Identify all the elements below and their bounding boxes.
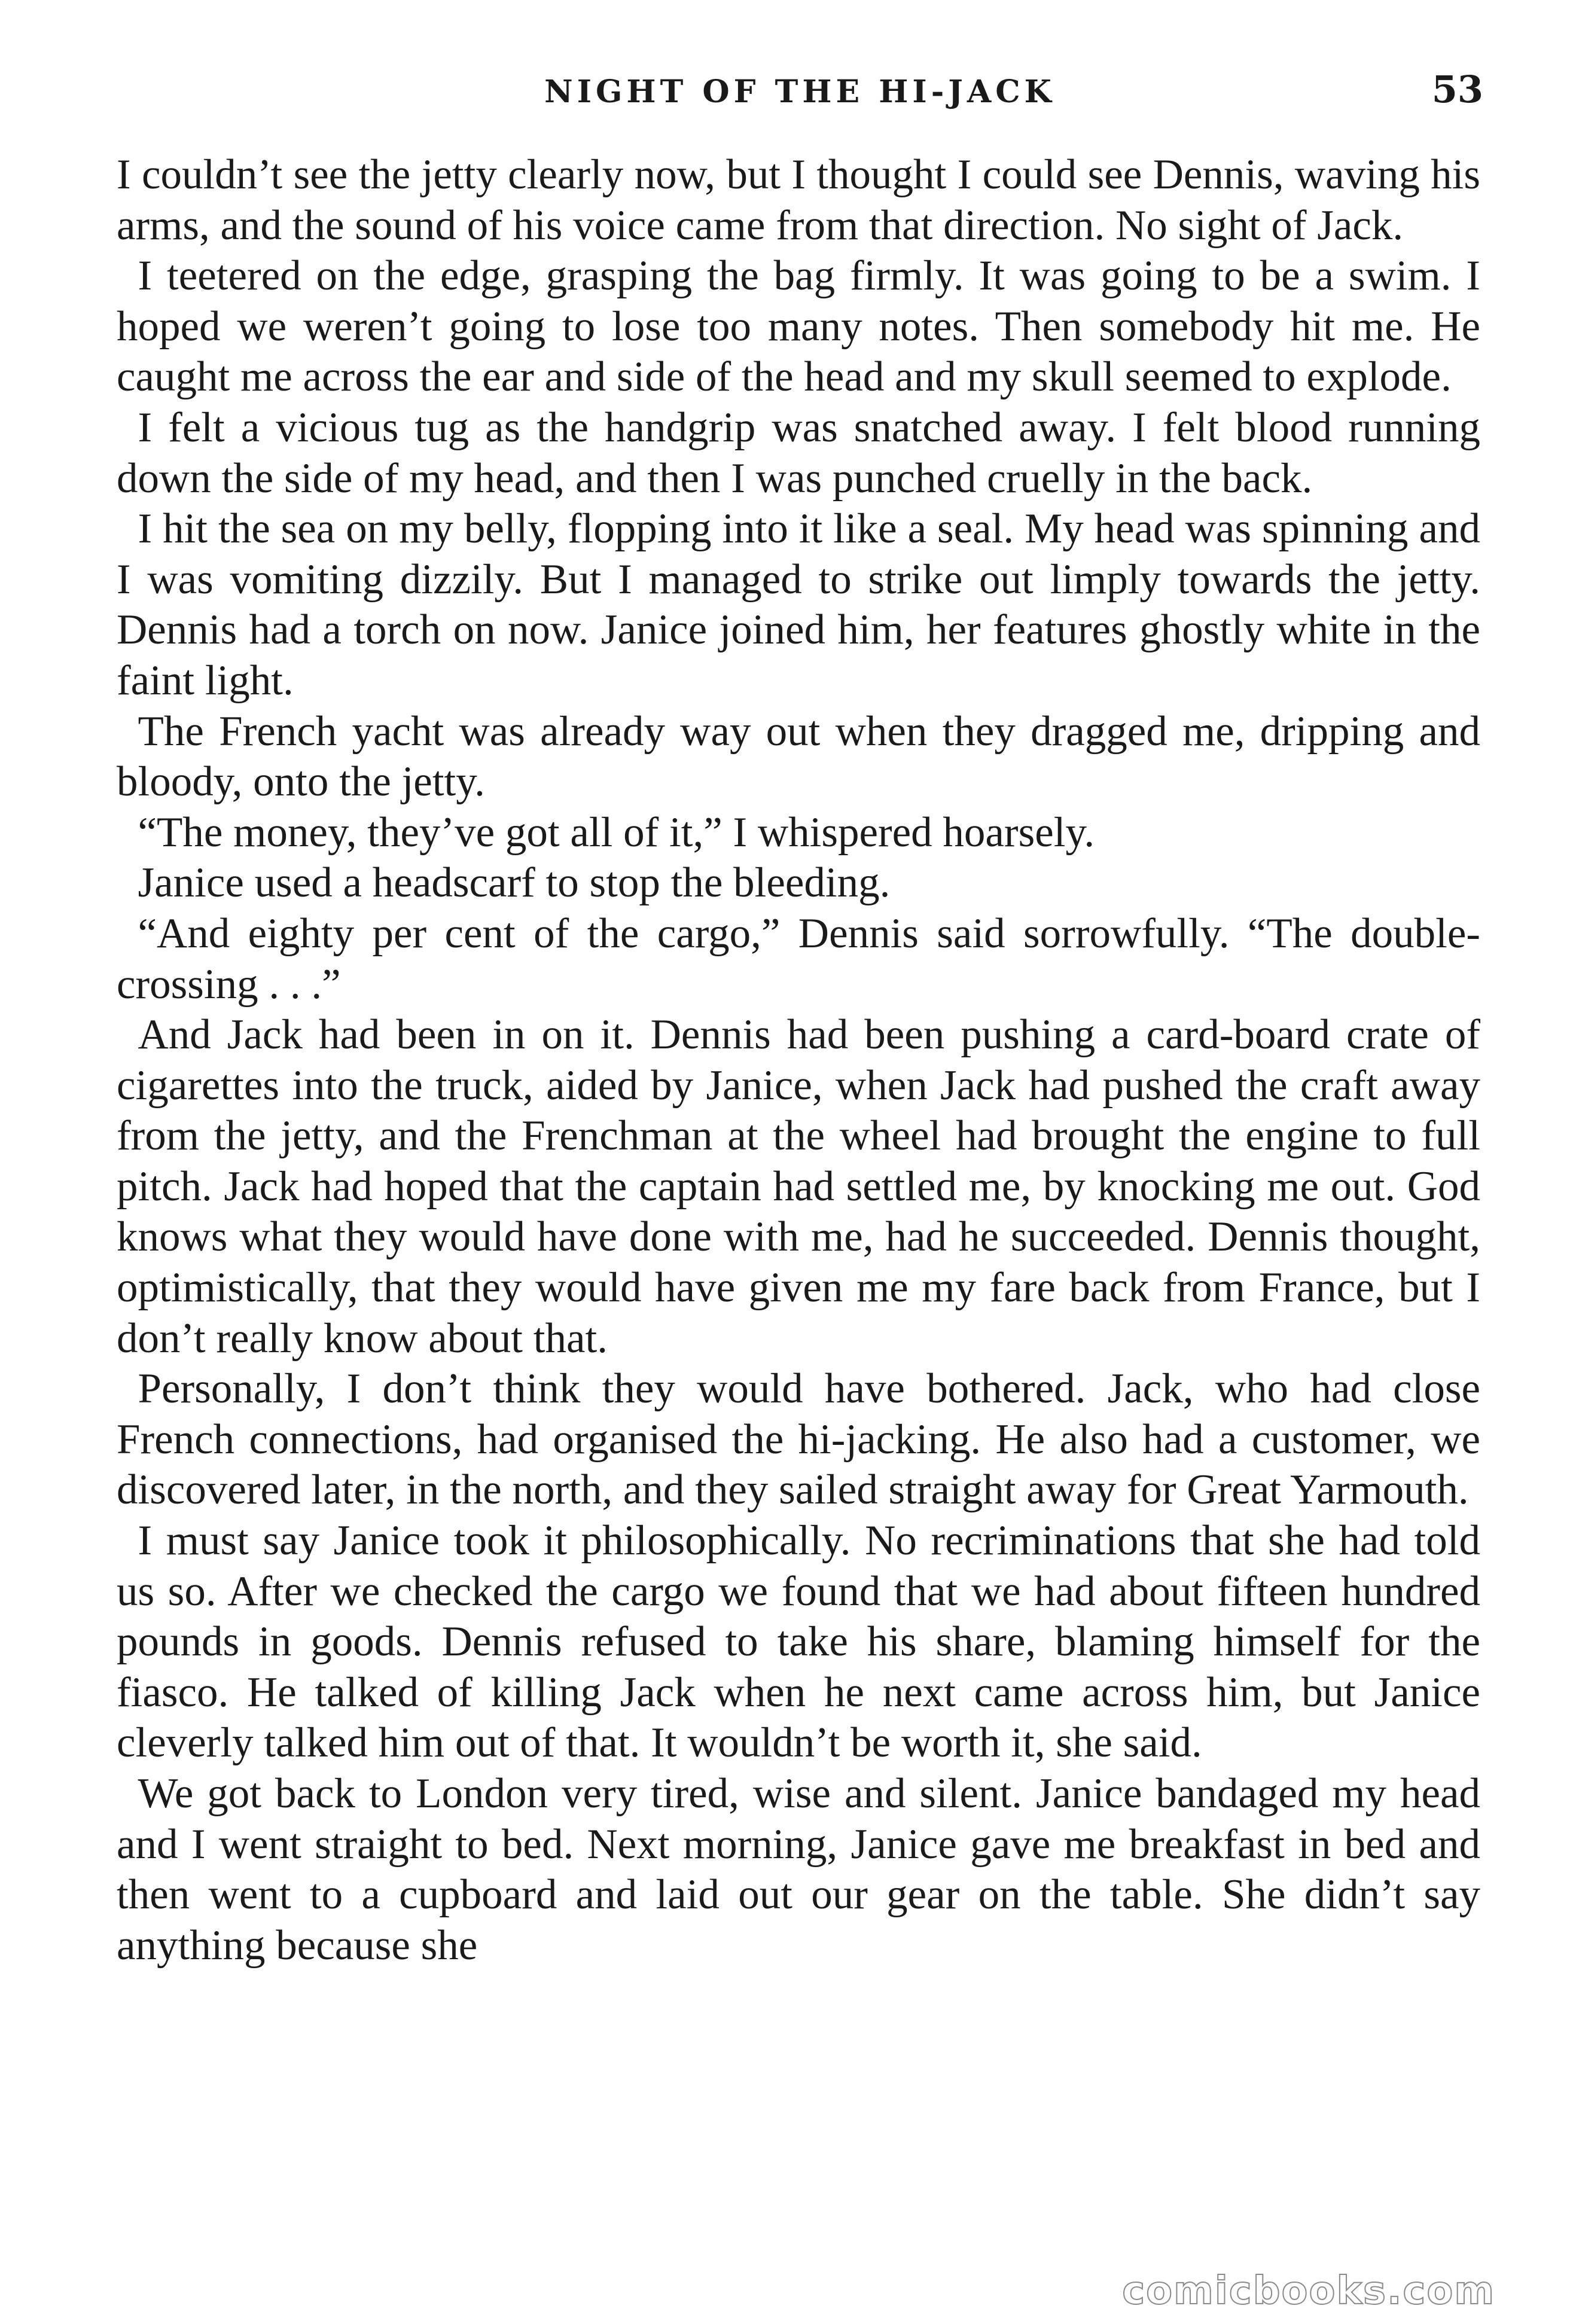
- paragraph: And Jack had been in on it. Dennis had been pushing a card-board crate of cigarettes into the truck, aided by Janice, when Jack had pushed the craft away from the jetty, and the Frenchman at the wheel had brought the engine to full pitch. Jack had hoped that the captain had settled me, by knocking me out. God knows what they would have done with me, had he succeeded. Dennis thought, optimistically, that they would have given me my fare back from France, but I don’t really know about that.: [117, 1011, 1480, 1362]
- paragraph: I couldn’t see the jetty clearly now, but I thought I could see Dennis, waving his arms, and the sound of his voice came from that direction. No sight of Jack.: [117, 151, 1480, 249]
- watermark: comicbooks.com: [1122, 2269, 1495, 2313]
- paragraph: Janice used a headscarf to stop the bleeding.: [138, 859, 891, 907]
- paragraph: “And eighty per cent of the cargo,” Dennis said sorrowfully. “The double-crossing . . .”: [117, 910, 1480, 1008]
- running-title: NIGHT OF THE HI-JACK: [544, 74, 1056, 110]
- paragraph: I teetered on the edge, grasping the bag firmly. It was going to be a swim. I hoped we weren’t going to lose too many notes. Then somebody hit me. He caught me across the ear and side of the head and my skull seemed to explode.: [117, 252, 1480, 401]
- page-number: 53: [1431, 68, 1483, 111]
- paragraph: Personally, I don’t think they would have bothered. Jack, who had close French connections, had organised the hi-jacking. He also had a customer, we discovered later, in the north, and they sailed straight away for Great Yarmouth.: [117, 1365, 1480, 1514]
- paragraph: “The money, they’ve got all of it,” I whispered hoarsely.: [138, 809, 1095, 856]
- paragraph: The French yacht was already way out when they dragged me, dripping and bloody, onto the jetty.: [117, 707, 1480, 806]
- paragraph: I hit the sea on my belly, flopping into it like a seal. My head was spinning and I was vomiting dizzily. But I managed to strike out limply towards the jetty. Dennis had a torch on now. Janice joined him, her features ghostly white in the faint light.: [117, 505, 1480, 704]
- body-text: [117, 150, 1480, 1971]
- paragraph: We got back to London very tired, wise and silent. Janice bandaged my head and I went straight to bed. Next morning, Janice gave me breakfast in bed and then went to a cupboard and laid out our gear on the table. She didn’t say anything because she: [117, 1770, 1480, 1969]
- running-header: [117, 63, 1483, 129]
- paragraph: I felt a vicious tug as the handgrip was snatched away. I felt blood running down the side of my head, and then I was punched cruelly in the back.: [117, 404, 1480, 502]
- paragraph: I must say Janice took it philosophically. No recriminations that she had told us so. After we checked the cargo we found that we had about fifteen hundred pounds in goods. Dennis refused to take his share, blaming himself for the fiasco. He talked of killing Jack when he next came across him, but Janice cleverly talked him out of that. It wouldn’t be worth it, she said.: [117, 1517, 1480, 1767]
